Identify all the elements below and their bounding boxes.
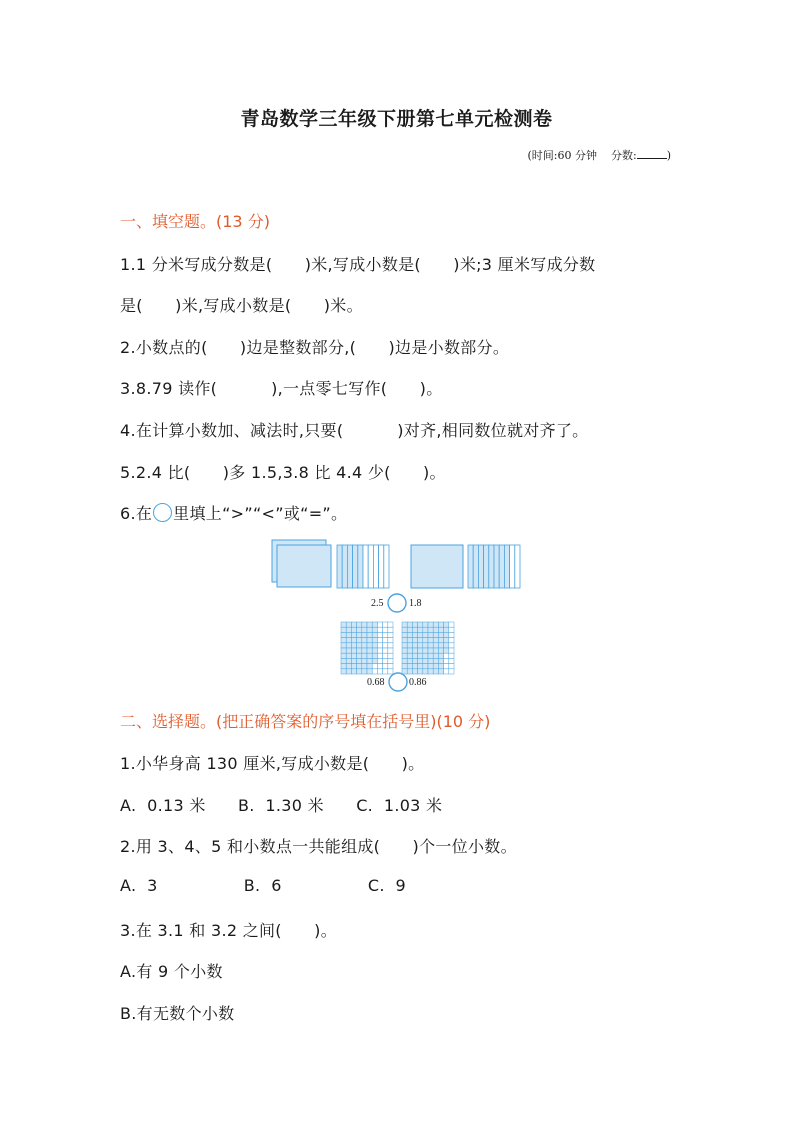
hundredth-cell: [449, 643, 454, 648]
hundredth-cell: [412, 669, 417, 674]
decimal-comparison-figure: [268, 536, 528, 696]
hundredth-cell: [351, 664, 356, 669]
hundredth-cell: [372, 643, 377, 648]
hundredth-cell: [377, 653, 382, 658]
hundredth-cell: [383, 664, 388, 669]
hundredth-cell: [428, 648, 433, 653]
question-2-2: 2.用 3、4、5 和小数点一共能组成( )个一位小数。: [120, 837, 517, 856]
hundredth-cell: [351, 669, 356, 674]
tenths-columns-b: [468, 545, 520, 588]
hundred-grid-a: [341, 622, 393, 674]
hundredth-cell: [412, 643, 417, 648]
hundredth-cell: [346, 622, 351, 627]
hundredth-cell: [438, 638, 443, 643]
hundredth-cell: [438, 653, 443, 658]
figure-a-left-label: 2.5: [371, 598, 384, 609]
hundredth-cell: [418, 638, 423, 643]
hundred-grid-b: [402, 622, 454, 674]
hundredth-cell: [357, 632, 362, 637]
question-1-6-prefix: 6.在: [120, 504, 153, 523]
hundredth-cell: [346, 632, 351, 637]
hundredth-cell: [377, 638, 382, 643]
hundredth-cell: [423, 664, 428, 669]
hundredth-cell: [444, 658, 449, 663]
question-1-1-line2: 是( )米,写成小数是( )米。: [120, 296, 363, 315]
tenth-strip: [489, 545, 494, 588]
tenth-strip: [504, 545, 509, 588]
hundredth-cell: [383, 653, 388, 658]
hundredth-cell: [438, 643, 443, 648]
hundredth-cell: [341, 632, 346, 637]
hundredth-cell: [402, 664, 407, 669]
hundredth-cell: [388, 653, 393, 658]
hundredth-cell: [367, 648, 372, 653]
hundredth-cell: [418, 627, 423, 632]
hundredth-cell: [341, 653, 346, 658]
tenth-strip: [484, 545, 489, 588]
hundredth-cell: [423, 653, 428, 658]
hundredth-cell: [372, 658, 377, 663]
hundredth-cell: [388, 658, 393, 663]
hundredth-cell: [433, 632, 438, 637]
hundredth-cell: [444, 648, 449, 653]
question-2-1-options: A. 0.13 米 B. 1.30 米 C. 1.03 米: [120, 796, 443, 815]
hundredth-cell: [346, 643, 351, 648]
hundredth-cell: [377, 658, 382, 663]
hundredth-cell: [346, 627, 351, 632]
hundredth-cell: [346, 648, 351, 653]
hundredth-cell: [433, 622, 438, 627]
hundredth-cell: [357, 622, 362, 627]
hundredth-cell: [362, 658, 367, 663]
hundredth-cell: [407, 643, 412, 648]
question-2-3-option-b: B.有无数个小数: [120, 1004, 235, 1023]
hundredth-cell: [433, 669, 438, 674]
question-2-3: 3.在 3.1 和 3.2 之间( )。: [120, 921, 337, 940]
tenth-strip: [347, 545, 352, 588]
hundredth-cell: [383, 658, 388, 663]
hundredth-cell: [438, 627, 443, 632]
hundredth-cell: [449, 627, 454, 632]
tenth-strip: [337, 545, 342, 588]
tenth-strip: [510, 545, 515, 588]
hundredth-cell: [423, 648, 428, 653]
question-1-3: 3.8.79 读作( ),一点零七写作( )。: [120, 379, 443, 398]
hundredth-cell: [444, 632, 449, 637]
hundredth-cell: [407, 669, 412, 674]
hundredth-cell: [367, 653, 372, 658]
hundredth-cell: [388, 632, 393, 637]
hundredth-cell: [433, 664, 438, 669]
hundredth-cell: [438, 669, 443, 674]
section-1-heading: 一、填空题。(13 分): [120, 212, 270, 231]
hundredth-cell: [357, 653, 362, 658]
hundredth-cell: [438, 664, 443, 669]
hundredth-cell: [418, 643, 423, 648]
hundredth-cell: [377, 669, 382, 674]
compare-circle-b[interactable]: [389, 673, 407, 691]
hundredth-cell: [444, 622, 449, 627]
hundredth-cell: [367, 632, 372, 637]
hundredth-cell: [407, 627, 412, 632]
hundredth-cell: [444, 664, 449, 669]
tenth-strip: [363, 545, 368, 588]
hundredth-cell: [362, 638, 367, 643]
hundredth-cell: [341, 664, 346, 669]
hundredth-cell: [418, 658, 423, 663]
hundredth-cell: [433, 627, 438, 632]
tenth-strip: [358, 545, 363, 588]
hundredth-cell: [383, 632, 388, 637]
hundredth-cell: [367, 627, 372, 632]
hundredth-cell: [438, 622, 443, 627]
section-2-heading: 二、选择题。(把正确答案的序号填在括号里)(10 分): [120, 712, 491, 731]
question-1-4: 4.在计算小数加、减法时,只要( )对齐,相同数位就对齐了。: [120, 421, 589, 440]
hundredth-cell: [367, 658, 372, 663]
figure-b-left-label: 0.68: [367, 677, 385, 688]
hundredth-cell: [377, 643, 382, 648]
hundredth-cell: [433, 658, 438, 663]
hundredth-cell: [438, 658, 443, 663]
hundredth-cell: [402, 643, 407, 648]
hundredth-cell: [444, 653, 449, 658]
hundredth-cell: [346, 664, 351, 669]
hundredth-cell: [346, 669, 351, 674]
hundredth-cell: [402, 653, 407, 658]
hundredth-cell: [377, 648, 382, 653]
page-title: 青岛数学三年级下册第七单元检测卷: [240, 108, 553, 130]
hundredth-cell: [444, 638, 449, 643]
hundredth-cell: [372, 669, 377, 674]
hundredth-cell: [341, 627, 346, 632]
hundredth-cell: [388, 648, 393, 653]
hundredth-cell: [388, 622, 393, 627]
hundredth-cell: [357, 648, 362, 653]
hundredth-cell: [372, 622, 377, 627]
hundredth-cell: [402, 638, 407, 643]
hundredth-cell: [402, 627, 407, 632]
hundredth-cell: [351, 632, 356, 637]
hundredth-cell: [388, 669, 393, 674]
hundredth-cell: [388, 638, 393, 643]
hundredth-cell: [428, 658, 433, 663]
hundredth-cell: [428, 632, 433, 637]
hundredth-cell: [377, 627, 382, 632]
hundredth-cell: [346, 638, 351, 643]
hundredth-cell: [388, 664, 393, 669]
hundredth-cell: [428, 627, 433, 632]
hundredth-cell: [428, 669, 433, 674]
hundredth-cell: [383, 622, 388, 627]
hundredth-cell: [407, 653, 412, 658]
hundredth-cell: [362, 643, 367, 648]
hundredth-cell: [433, 653, 438, 658]
hundredth-cell: [383, 643, 388, 648]
hundredth-cell: [438, 632, 443, 637]
hundredth-cell: [423, 638, 428, 643]
hundredth-cell: [357, 643, 362, 648]
tenth-strip: [494, 545, 499, 588]
hundredth-cell: [444, 643, 449, 648]
score-blank[interactable]: [637, 148, 667, 159]
hundredth-cell: [412, 658, 417, 663]
compare-circle-icon: [153, 503, 172, 522]
hundredth-cell: [418, 632, 423, 637]
hundredth-cell: [372, 632, 377, 637]
hundredth-cell: [423, 643, 428, 648]
hundredth-cell: [428, 664, 433, 669]
hundredth-cell: [428, 638, 433, 643]
tenths-columns-a: [337, 545, 389, 588]
tenth-strip: [373, 545, 378, 588]
hundredth-cell: [341, 643, 346, 648]
hundredth-cell: [438, 648, 443, 653]
figure-b-right-label: 0.86: [409, 677, 427, 688]
hundredth-cell: [351, 638, 356, 643]
hundredth-cell: [388, 627, 393, 632]
hundredth-cell: [449, 622, 454, 627]
hundredth-cell: [367, 664, 372, 669]
hundredth-cell: [372, 653, 377, 658]
question-2-3-option-a: A.有 9 个小数: [120, 962, 223, 981]
exam-meta-text: (时间:60 分钟 分数:: [527, 149, 637, 162]
hundredth-cell: [362, 664, 367, 669]
tenth-strip: [342, 545, 347, 588]
hundredth-cell: [423, 622, 428, 627]
hundredth-cell: [351, 658, 356, 663]
tenth-strip: [353, 545, 358, 588]
question-2-1: 1.小华身高 130 厘米,写成小数是( )。: [120, 754, 425, 773]
hundredth-cell: [372, 638, 377, 643]
hundredth-cell: [351, 643, 356, 648]
hundredth-cell: [449, 632, 454, 637]
hundredth-cell: [444, 627, 449, 632]
hundredth-cell: [362, 648, 367, 653]
hundredth-cell: [402, 632, 407, 637]
hundredth-cell: [367, 643, 372, 648]
hundredth-cell: [351, 622, 356, 627]
question-1-2: 2.小数点的( )边是整数部分,( )边是小数部分。: [120, 338, 510, 357]
hundredth-cell: [383, 669, 388, 674]
hundredth-cell: [362, 669, 367, 674]
unit-square-front: [277, 545, 331, 587]
hundredth-cell: [412, 627, 417, 632]
hundredth-cell: [346, 658, 351, 663]
hundredth-cell: [367, 669, 372, 674]
hundredth-cell: [412, 653, 417, 658]
compare-circle-a[interactable]: [388, 594, 406, 612]
hundredth-cell: [412, 632, 417, 637]
tenth-strip: [478, 545, 483, 588]
hundredth-cell: [377, 622, 382, 627]
hundredth-cell: [449, 638, 454, 643]
hundredth-cell: [341, 648, 346, 653]
hundredth-cell: [412, 622, 417, 627]
hundredth-cell: [407, 632, 412, 637]
hundredth-cell: [418, 648, 423, 653]
hundredth-cell: [428, 643, 433, 648]
hundredth-cell: [402, 658, 407, 663]
hundredth-cell: [357, 638, 362, 643]
hundredth-cell: [377, 664, 382, 669]
hundredth-cell: [362, 622, 367, 627]
hundredth-cell: [362, 632, 367, 637]
hundredth-cell: [372, 627, 377, 632]
hundredth-cell: [412, 638, 417, 643]
question-1-6-suffix: 里填上“>”“<”或“=”。: [173, 504, 348, 523]
hundredth-cell: [433, 648, 438, 653]
hundredth-cell: [357, 627, 362, 632]
hundredth-cell: [418, 664, 423, 669]
hundredth-cell: [377, 632, 382, 637]
hundredth-cell: [407, 622, 412, 627]
hundredth-cell: [407, 658, 412, 663]
unit-square-single: [411, 545, 463, 588]
hundredth-cell: [449, 648, 454, 653]
exam-meta-end: ): [666, 149, 671, 162]
hundredth-cell: [357, 658, 362, 663]
hundredth-cell: [341, 622, 346, 627]
hundredth-cell: [423, 658, 428, 663]
hundredth-cell: [449, 653, 454, 658]
hundredth-cell: [341, 638, 346, 643]
tenth-strip: [515, 545, 520, 588]
question-1-6: [120, 501, 347, 524]
hundredth-cell: [383, 648, 388, 653]
hundredth-cell: [444, 669, 449, 674]
hundredth-cell: [357, 664, 362, 669]
hundredth-cell: [449, 669, 454, 674]
hundredth-cell: [402, 648, 407, 653]
hundredth-cell: [341, 669, 346, 674]
hundredth-cell: [412, 648, 417, 653]
figure-a-right-label: 1.8: [409, 598, 422, 609]
hundredth-cell: [423, 632, 428, 637]
hundredth-cell: [351, 653, 356, 658]
hundredth-cell: [362, 653, 367, 658]
hundredth-cell: [383, 638, 388, 643]
hundredth-cell: [402, 622, 407, 627]
hundredth-cell: [428, 622, 433, 627]
tenth-strip: [384, 545, 389, 588]
tenth-strip: [468, 545, 473, 588]
hundredth-cell: [418, 669, 423, 674]
exam-meta: [528, 147, 671, 163]
hundredth-cell: [418, 653, 423, 658]
hundredth-cell: [388, 643, 393, 648]
tenth-strip: [368, 545, 373, 588]
hundredth-cell: [449, 664, 454, 669]
tenth-strip: [379, 545, 384, 588]
hundredth-cell: [357, 669, 362, 674]
hundredth-cell: [367, 622, 372, 627]
question-1-1-line1: 1.1 分米写成分数是( )米,写成小数是( )米;3 厘米写成分数: [120, 255, 596, 274]
hundredth-cell: [367, 638, 372, 643]
hundredth-cell: [407, 638, 412, 643]
hundredth-cell: [433, 643, 438, 648]
hundredth-cell: [383, 627, 388, 632]
hundredth-cell: [372, 648, 377, 653]
hundredth-cell: [341, 658, 346, 663]
hundredth-cell: [372, 664, 377, 669]
hundredth-cell: [433, 638, 438, 643]
hundredth-cell: [402, 669, 407, 674]
hundredth-cell: [346, 653, 351, 658]
hundredth-cell: [449, 658, 454, 663]
hundredth-cell: [351, 648, 356, 653]
hundredth-cell: [351, 627, 356, 632]
question-1-5: 5.2.4 比( )多 1.5,3.8 比 4.4 少( )。: [120, 463, 446, 482]
question-2-2-options: A. 3 B. 6 C. 9: [120, 876, 406, 895]
hundredth-cell: [412, 664, 417, 669]
hundredth-cell: [362, 627, 367, 632]
tenth-strip: [499, 545, 504, 588]
hundredth-cell: [407, 648, 412, 653]
hundredth-cell: [407, 664, 412, 669]
hundredth-cell: [423, 669, 428, 674]
hundredth-cell: [428, 653, 433, 658]
hundredth-cell: [418, 622, 423, 627]
tenth-strip: [473, 545, 478, 588]
hundredth-cell: [423, 627, 428, 632]
